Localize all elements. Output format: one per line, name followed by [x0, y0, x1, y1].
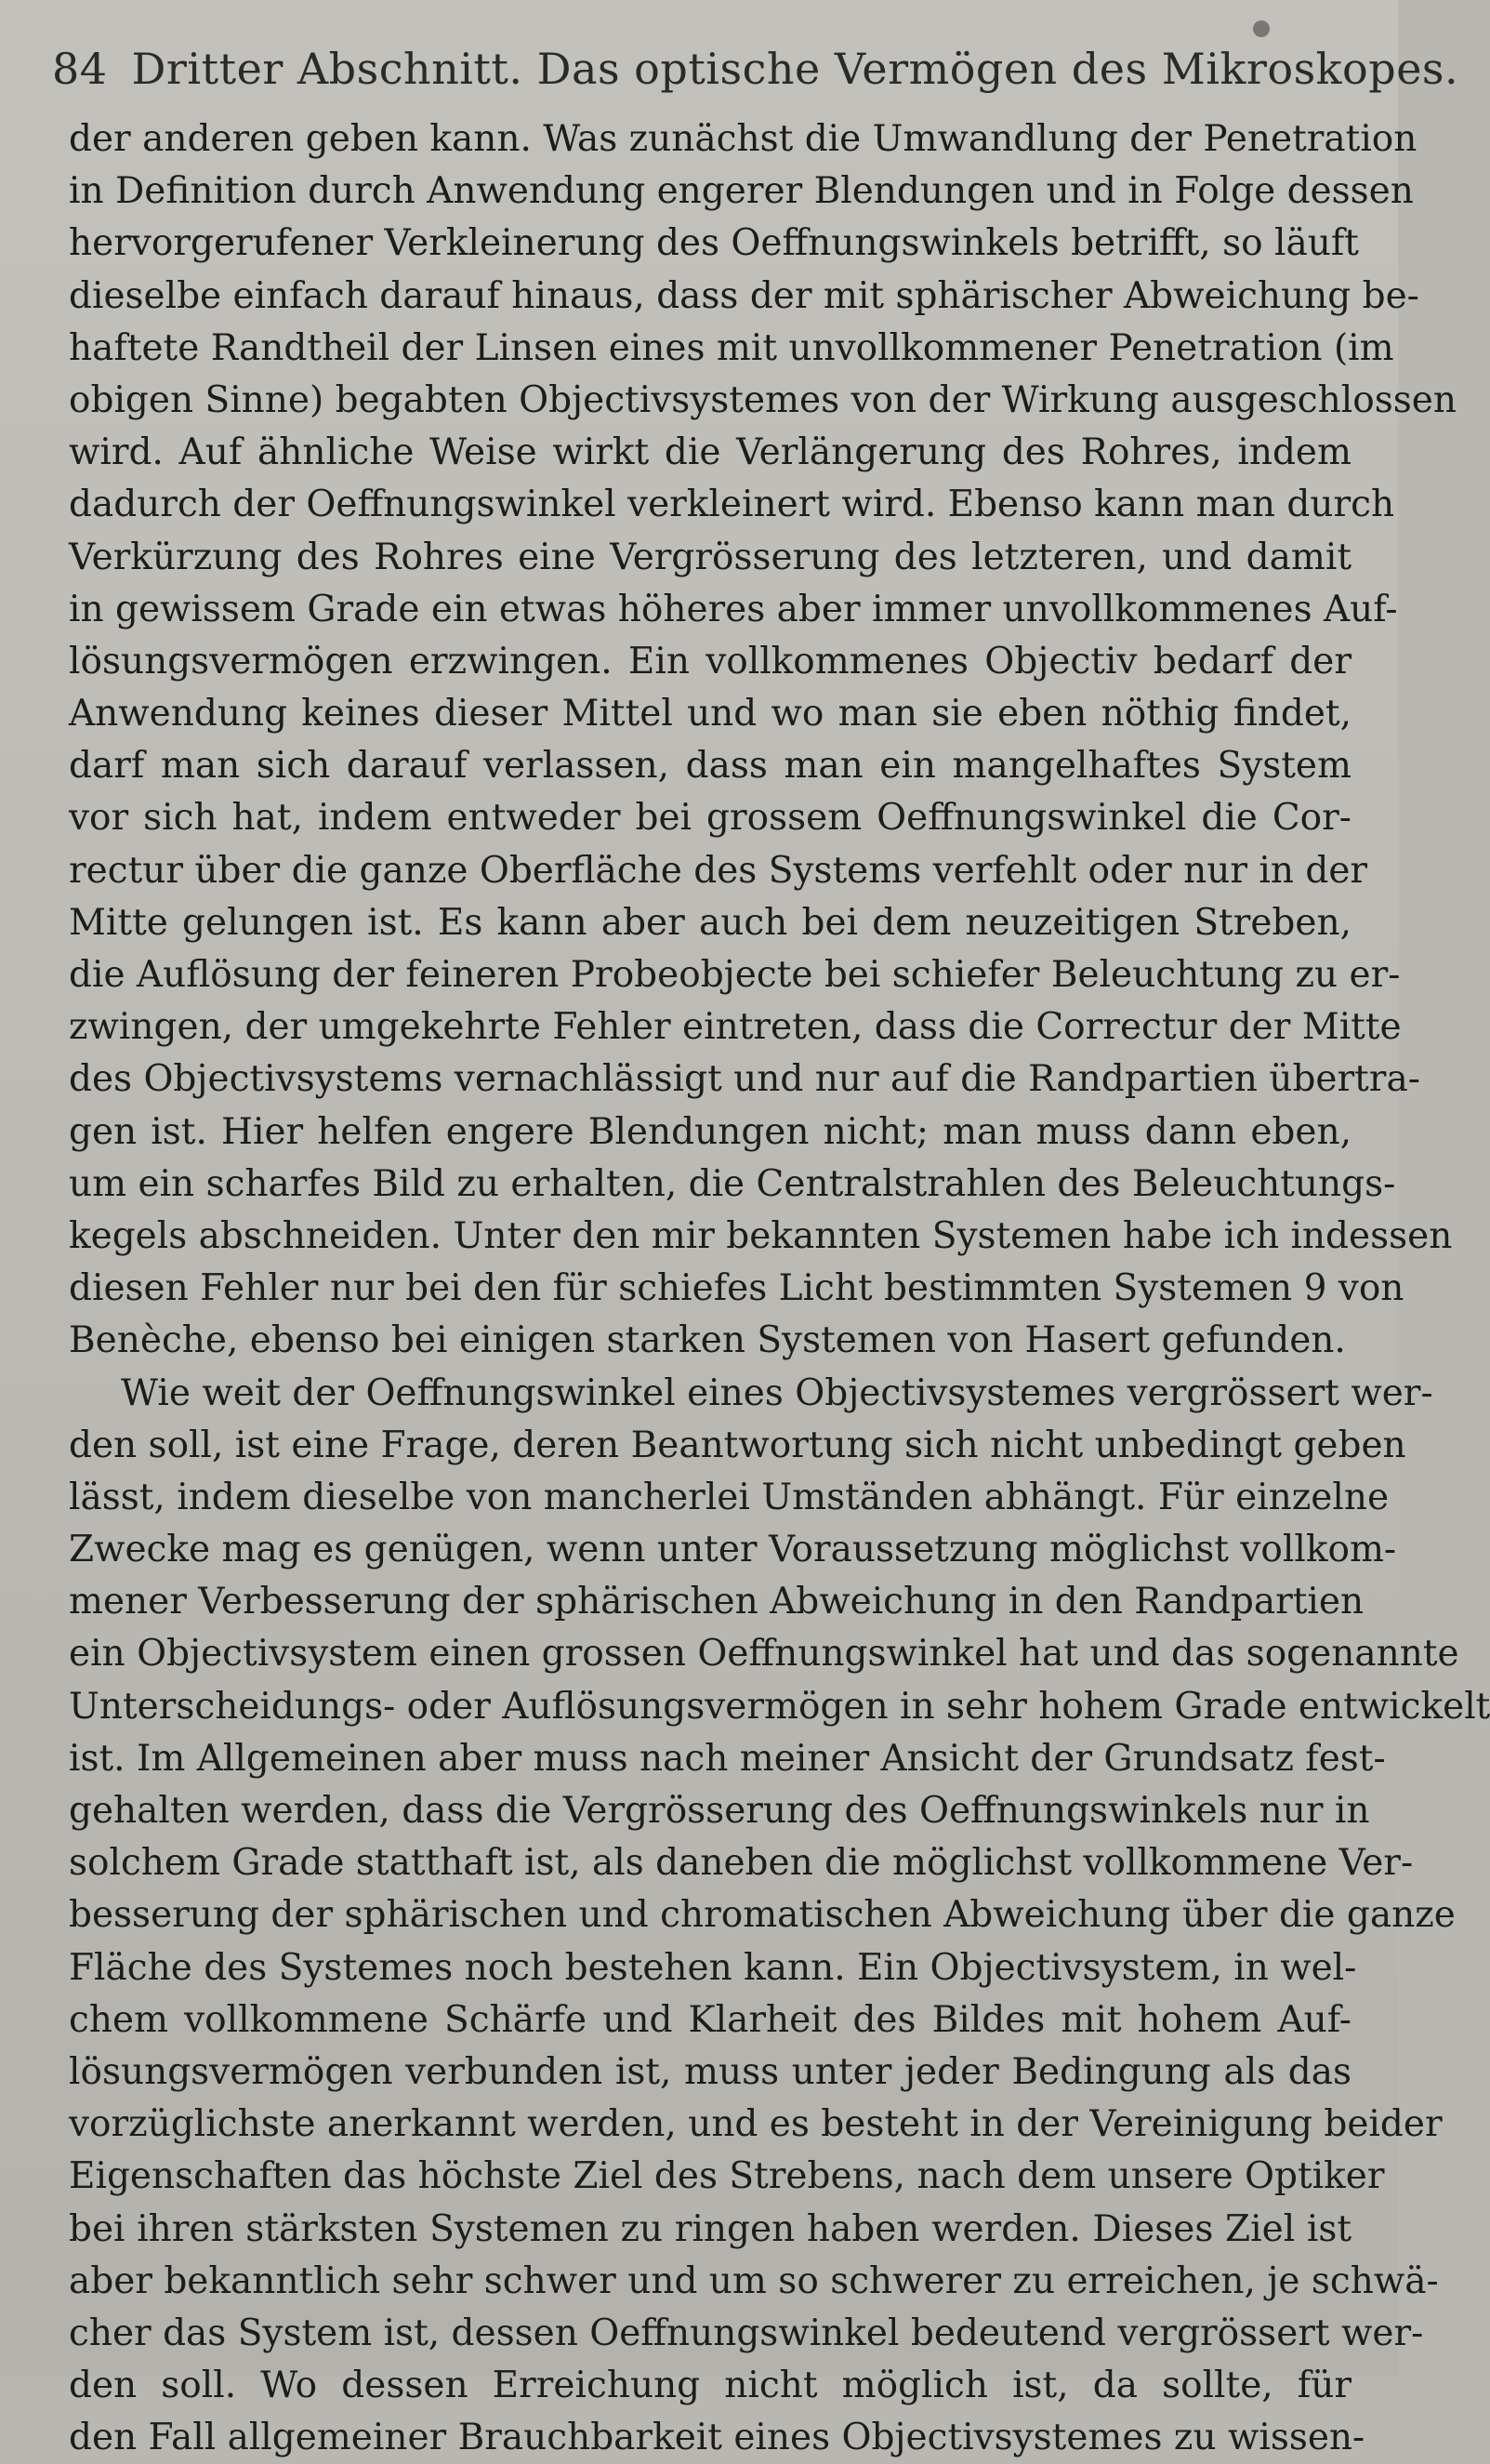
text-line: Zwecke mag es genügen, wenn unter Voraussetzung möglichst vollkom-: [69, 1529, 1397, 1571]
ink-spot: [1253, 20, 1270, 37]
text-line: aber bekanntlich sehr schwer und um so schwerer zu erreichen, je schwä-: [69, 2259, 1439, 2302]
text-line: um ein scharfes Bild zu erhalten, die Centralstrahlen des Beleuchtungs-: [69, 1162, 1396, 1205]
text-line: den Fall allgemeiner Brauchbarkeit eines Objectivsystemes zu wissen-: [69, 2417, 1365, 2459]
text-line: lässt, indem dieselbe von mancherlei Umständen abhängt. Für einzelne: [69, 1476, 1390, 1518]
text-line: Benèche, ebenso bei einigen starken Systemen von Hasert gefunden.: [69, 1319, 1346, 1362]
text-line: gen ist. Hier helfen engere Blendungen nicht; man muss dann eben,: [69, 1110, 1352, 1153]
text-line: vorzüglichste anerkannt werden, und es besteht in der Vereinigung beider: [69, 2103, 1443, 2146]
text-line: Eigenschaften das höchste Ziel des Strebens, nach dem unsere Optiker: [69, 2155, 1385, 2198]
text-line: rectur über die ganze Oberfläche des Systems verfehlt oder nur in der: [69, 849, 1368, 892]
page-number: 84: [52, 44, 108, 94]
running-header: [52, 41, 1459, 97]
text-line: darf man sich darauf verlassen, dass man ein mangelhaftes System: [69, 745, 1352, 788]
text-line: Mitte gelungen ist. Es kann aber auch bei dem neuzeitigen Streben,: [69, 901, 1352, 944]
text-line: in gewissem Grade ein etwas höheres aber immer unvollkommenes Auf-: [69, 588, 1398, 630]
text-line: mener Verbesserung der sphärischen Abweichung in den Randpartien: [69, 1581, 1365, 1623]
text-line: in Definition durch Anwendung engerer Blendungen und in Folge dessen: [69, 170, 1414, 213]
text-line: wird. Auf ähnliche Weise wirkt die Verlängerung des Rohres, indem: [69, 431, 1352, 474]
text-line: kegels abschneiden. Unter den mir bekannten Systemen habe ich indessen: [69, 1214, 1453, 1257]
text-line: den soll. Wo dessen Erreichung nicht möglich ist, da sollte, für: [69, 2365, 1352, 2407]
text-line: den soll, ist eine Frage, deren Beantwortung sich nicht unbedingt geben: [69, 1424, 1406, 1466]
text-line: Wie weit der Oeffnungswinkel eines Objectivsystemes vergrössert wer-: [121, 1371, 1433, 1414]
text-line: solchem Grade statthaft ist, als daneben die möglichst vollkommene Ver-: [69, 1842, 1414, 1885]
text-line: Unterscheidungs- oder Auflösungsvermögen in sehr hohem Grade entwickelt: [69, 1685, 1490, 1728]
text-line: des Objectivsystems vernachlässigt und nur auf die Randpartien übertra-: [69, 1058, 1420, 1101]
text-line: die Auflösung der feineren Probeobjecte bei schiefer Beleuchtung zu er-: [69, 954, 1401, 996]
text-line: ein Objectivsystem einen grossen Oeffnungswinkel hat und das sogenannte: [69, 1633, 1459, 1676]
text-line: besserung der sphärischen und chromatischen Abweichung über die ganze: [69, 1894, 1456, 1937]
text-line: zwingen, der umgekehrte Fehler eintreten, dass die Correctur der Mitte: [69, 1006, 1402, 1049]
text-line: dadurch der Oeffnungswinkel verkleinert wird. Ebenso kann man durch: [69, 484, 1395, 526]
text-line: gehalten werden, dass die Vergrösserung des Oeffnungswinkels nur in: [69, 1790, 1370, 1832]
text-line: cher das System ist, dessen Oeffnungswinkel bedeutend vergrössert wer-: [69, 2312, 1424, 2354]
text-line: ist. Im Allgemeinen aber muss nach meiner Ansicht der Grundsatz fest-: [69, 1737, 1386, 1780]
text-line: lösungsvermögen verbunden ist, muss unter jeder Bedingung als das: [69, 2050, 1352, 2093]
text-line: diesen Fehler nur bei den für schiefes Licht bestimmten Systemen 9 von: [69, 1267, 1404, 1310]
text-line: dieselbe einfach darauf hinaus, dass der mit sphärischer Abweichung be-: [69, 274, 1419, 317]
text-line: bei ihren stärksten Systemen zu ringen haben werden. Dieses Ziel ist: [69, 2207, 1352, 2250]
text-line: chem vollkommene Schärfe und Klarheit des Bildes mit hohem Auf-: [69, 1998, 1352, 2041]
text-line: obigen Sinne) begabten Objectivsystemes von der Wirkung ausgeschlossen: [69, 378, 1457, 421]
text-line: Anwendung keines dieser Mittel und wo man sie eben nöthig findet,: [69, 693, 1352, 735]
body-text: [69, 113, 1490, 2464]
running-title: Dritter Abschnitt. Das optische Vermögen des Mikroskopes.: [131, 44, 1459, 94]
text-line: Verkürzung des Rohres eine Vergrösserung des letzteren, und damit: [69, 536, 1352, 578]
text-line: der anderen geben kann. Was zunächst die Umwandlung der Penetration: [69, 118, 1417, 160]
text-line: Fläche des Systemes noch bestehen kann. Ein Objectivsystem, in wel-: [69, 1946, 1357, 1989]
text-line: hervorgerufener Verkleinerung des Oeffnungswinkels betrifft, so läuft: [69, 222, 1359, 265]
text-line: haftete Randtheil der Linsen eines mit unvollkommener Penetration (im: [69, 326, 1394, 369]
text-line: vor sich hat, indem entweder bei grossem Oeffnungswinkel die Cor-: [69, 797, 1352, 840]
text-line: lösungsvermögen erzwingen. Ein vollkommenes Objectiv bedarf der: [69, 640, 1352, 682]
